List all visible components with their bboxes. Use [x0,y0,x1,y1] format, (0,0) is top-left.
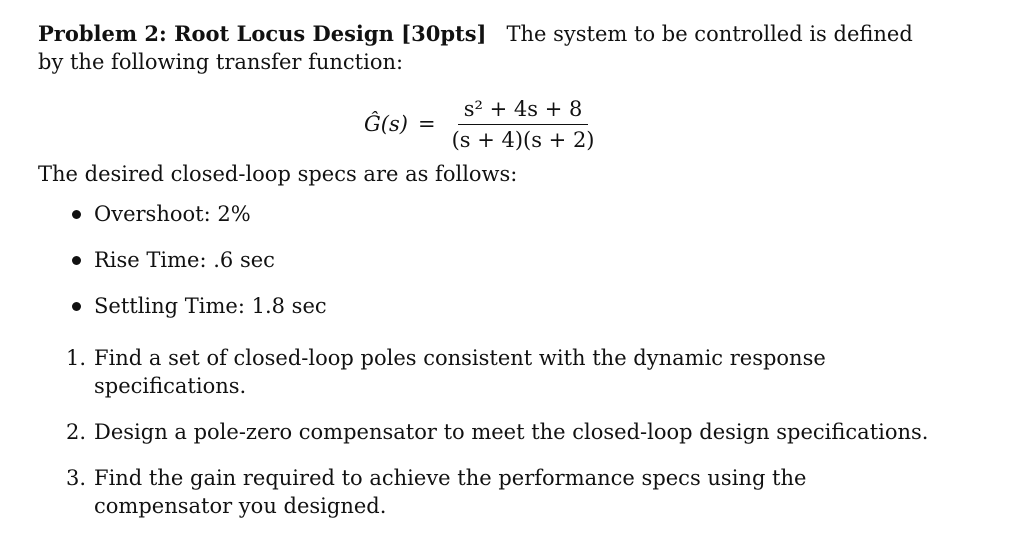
task-number: 2. [66,420,87,444]
equation-equals-sign: = [417,112,436,136]
problem-intro-text: The system to be controlled is defined by the following transfer function: [38,22,913,74]
equation-numerator: s² + 4s + 8 [458,96,589,125]
task-text: Find a set of closed-loop poles consistent with the dynamic response specifications. [94,346,826,398]
transfer-function-equation [364,92,601,156]
specs-bullet-list [70,200,327,338]
problem-intro-paragraph [38,20,918,76]
task-item-3 [66,464,936,520]
task-text: Design a pole-zero compensator to meet the closed-loop design specifications. [94,420,929,444]
spec-item-settling-time [70,292,327,338]
task-number: 3. [66,466,87,490]
bullet-icon [72,302,81,311]
equation-denominator: (s + 4)(s + 2) [451,127,595,152]
specs-intro-text: The desired closed-loop specs are as follows: [38,162,518,186]
spec-value: 2% [217,202,251,226]
task-number: 1. [66,346,87,370]
task-item-1 [66,344,936,400]
spec-label: Overshoot: [94,202,211,226]
bullet-icon [72,210,81,219]
task-item-2 [66,418,936,446]
problem-heading: Problem 2: Root Locus Design [30pts] [38,21,487,46]
task-text: Find the gain required to achieve the performance specs using the compensator you designed. [94,466,807,518]
spec-label: Rise Time: [94,248,207,272]
spec-value: 1.8 sec [251,294,327,318]
equation-lhs: Ĝ(s) [364,112,408,136]
equation-fraction [446,96,601,153]
spec-item-rise-time [70,246,327,292]
bullet-icon [72,256,81,265]
spec-label: Settling Time: [94,294,245,318]
spec-value: .6 sec [213,248,275,272]
spec-item-overshoot [70,200,327,246]
